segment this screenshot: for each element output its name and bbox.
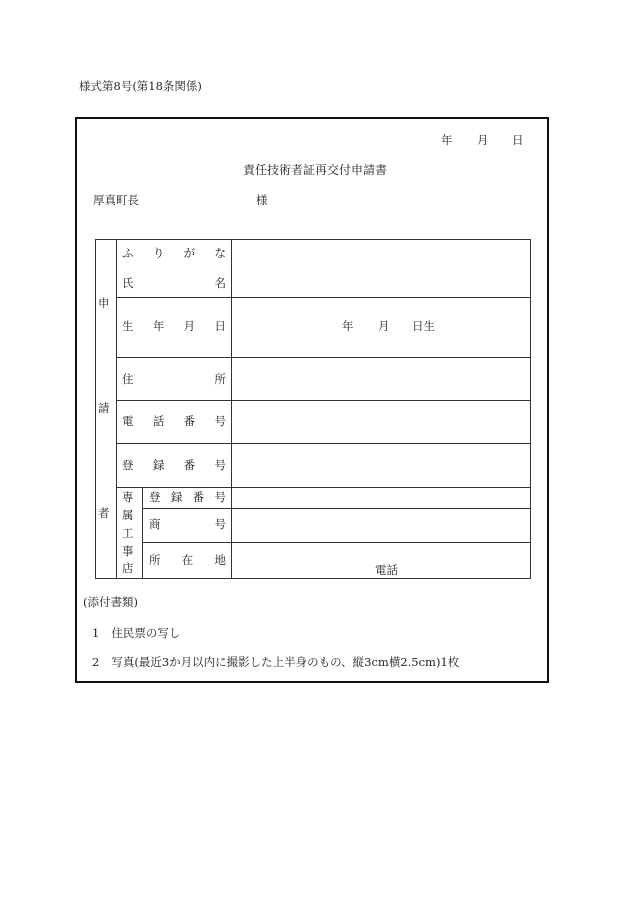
name-label [122, 278, 226, 290]
contractor-char-1: 専 [122, 490, 134, 504]
registration-field[interactable] [232, 444, 530, 487]
contractor-reg-no-field[interactable] [232, 488, 530, 508]
attachment-item-number: 1 [92, 626, 100, 640]
contractor-trade-name-label-text: 商 号 [149, 517, 226, 531]
date-day-label: 日 [512, 133, 524, 147]
applicant-group-char-2: 請 [98, 401, 110, 415]
attachment-item-number: 2 [92, 655, 100, 669]
form-number: 様式第8号(第18条関係) [79, 79, 202, 93]
registration-label-text: 登 録 番 号 [122, 458, 226, 472]
contractor-char-3: 工 [122, 526, 134, 540]
date-month-label: 月 [477, 133, 489, 147]
contractor-trade-name-field[interactable] [232, 509, 530, 542]
contractor-location-label [149, 555, 226, 567]
applicant-group-char-3: 者 [98, 506, 110, 520]
birthdate-year: 年 [342, 319, 354, 333]
phone-label [122, 416, 226, 428]
phone-field[interactable] [232, 401, 530, 443]
birthdate-label-text: 生 年 月 日 [122, 319, 226, 333]
contractor-reg-no-label [149, 492, 226, 504]
phone-label-text: 電 話 番 号 [122, 414, 226, 428]
contractor-char-4: 事 [122, 544, 134, 558]
address-field[interactable] [232, 358, 530, 400]
applicant-group-char-1: 申 [98, 296, 110, 310]
contractor-location-label-text: 所 在 地 [149, 553, 226, 567]
address-label-text: 住 所 [122, 372, 226, 386]
contractor-phone-label: 電話 [375, 563, 398, 577]
contractor-char-5: 店 [122, 561, 134, 575]
attachment-item [92, 628, 180, 640]
birthdate-day: 日生 [412, 319, 435, 333]
attachment-item-text: 写真(最近3か月以内に撮影した上半身のもの、縦3cm横2.5cm)1枚 [111, 655, 460, 669]
address-label [122, 374, 226, 386]
name-field[interactable] [232, 240, 530, 297]
birthdate-field[interactable] [232, 298, 530, 357]
attachment-item-text: 住民票の写し [111, 626, 181, 640]
contractor-reg-no-label-text: 登 録 番 号 [149, 490, 226, 504]
document-title: 責任技術者証再交付申請書 [242, 163, 387, 177]
furigana-label [122, 248, 226, 260]
honorific: 様 [256, 193, 268, 207]
addressee: 厚真町長 [93, 193, 139, 207]
contractor-char-2: 属 [122, 508, 134, 522]
contractor-trade-name-label [149, 519, 226, 531]
attachment-item [92, 657, 459, 669]
registration-label [122, 460, 226, 472]
attachments-heading: (添付書類) [83, 595, 138, 609]
date-year-label: 年 [441, 133, 453, 147]
furigana-label-text: ふ り が な [122, 246, 226, 260]
form-frame [75, 117, 549, 683]
birthdate-month: 月 [378, 319, 390, 333]
birthdate-label [122, 321, 226, 333]
name-label-text: 氏 名 [122, 276, 226, 290]
